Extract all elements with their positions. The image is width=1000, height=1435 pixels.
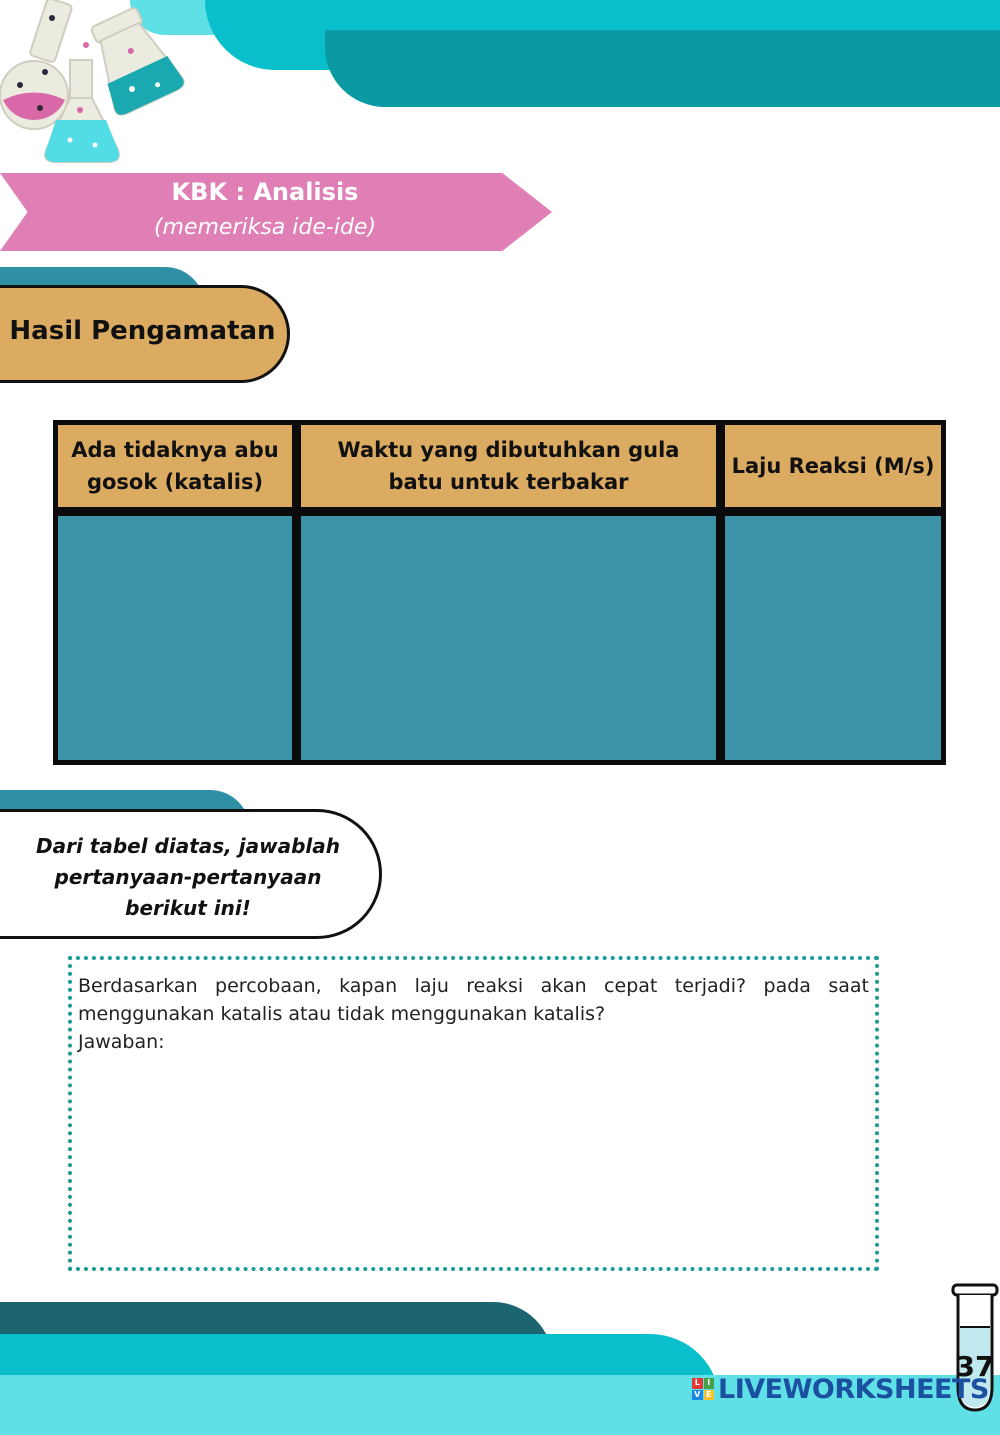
liveworksheets-logo[interactable] [692, 1372, 989, 1406]
page-number: 37 [955, 1350, 995, 1383]
table-header-catalyst: Ada tidaknya abu gosok (katalis) [58, 425, 292, 507]
answer-label: Jawaban: [78, 1031, 165, 1053]
table-header-time: Waktu yang dibutuhkan gula batu untuk terbakar [301, 425, 716, 507]
table-cell-catalyst-input[interactable] [58, 516, 292, 760]
question-instruction: Dari tabel diatas, jawablah pertanyaan-pertanyaan berikut ini! [36, 834, 340, 920]
observation-table [53, 420, 946, 765]
logo-text: LIVEWORKSHEETS [718, 1373, 989, 1405]
table-cell-rate-input[interactable] [725, 516, 941, 760]
lab-flasks-icon [0, 0, 185, 170]
table-header-rate: Laju Reaksi (M/s) [725, 425, 941, 507]
table-cell-time-input[interactable] [301, 516, 716, 760]
banner-subtitle: (memeriksa ide-ide) [153, 215, 377, 240]
banner-title: KBK : Analisis [171, 178, 359, 206]
logo-badge-icon: L I V E [692, 1378, 714, 1400]
top-wave-dark [325, 30, 1000, 107]
section-title: Hasil Pengamatan [9, 316, 276, 346]
question-text: Berdasarkan percobaan, kapan laju reaksi akan cepat terjadi? pada saat menggunakan katalis atau tidak menggunakan katalis? [78, 975, 869, 1025]
